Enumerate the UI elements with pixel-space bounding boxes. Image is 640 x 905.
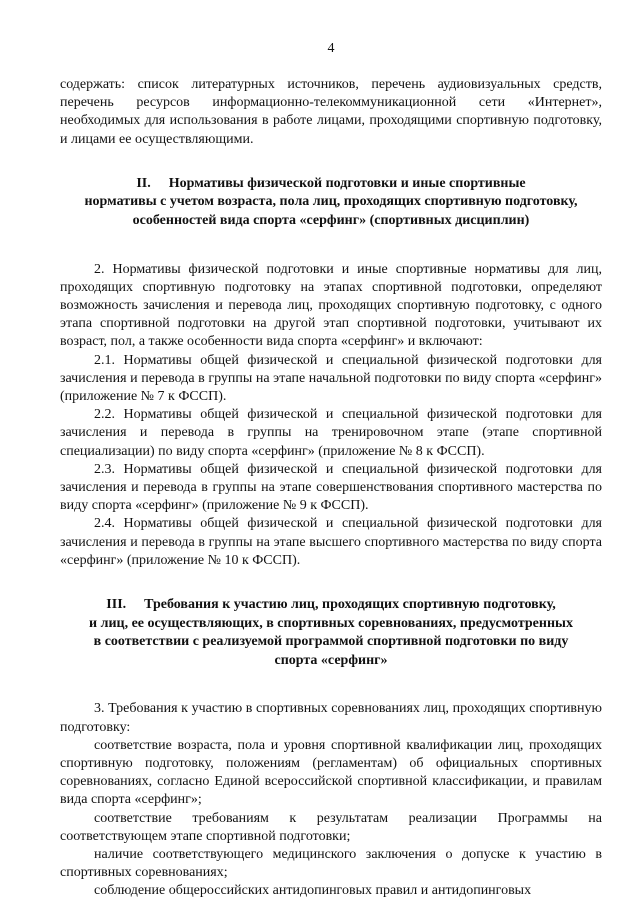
paragraph-2: 2. Нормативы физической подготовки и иные спортивные нормативы для лиц, проходящих спортивную подготовку на этапах спортивной подготовки, определяют возможность зачисления и перевода лиц, проходящих спортивную подготовку, с одного этапа спортивной подготовки на другой этап спортивной подготовки, учитывают их возраст, пол, а также особенности вида спорта «серфинг» и включают: xyxy=(60,261,602,350)
section-3-heading-line-2: и лиц, ее осуществляющих, в спортивных соревнованиях, предусмотренных xyxy=(89,615,573,631)
document-page xyxy=(60,40,602,901)
section-3-heading-line-4: спорта «серфинг» xyxy=(274,652,388,668)
page-number: 4 xyxy=(327,41,335,56)
paragraph-3: 3. Требования к участию в спортивных соревнованиях лиц, проходящих спортивную подготовку: xyxy=(60,701,602,735)
paragraph-2-2: 2.2. Нормативы общей физической и специальной физической подготовки для зачисления и перевода в группы на тренировочном этапе (этапе спортивной специализации) по виду спорта «серфинг» (приложение № 8 к ФССП). xyxy=(60,407,602,459)
section-2-heading-line-2: нормативы с учетом возраста, пола лиц, проходящих спортивную подготовку, xyxy=(84,194,578,210)
section-2-heading xyxy=(60,175,602,231)
paragraph-2-4: 2.4. Нормативы общей физической и специальной физической подготовки для зачисления и перевода в группы на этапе высшего спортивного мастерства по виду спорта «серфинг» (приложение № 10 к ФССП). xyxy=(60,516,602,568)
section-2-heading-text-1: Нормативы физической подготовки и иные спортивные xyxy=(168,175,526,191)
requirement-program-results: соответствие требованиям к результатам реализации Программы на соответствующем этапе спортивной подготовки; xyxy=(60,810,602,844)
section-3-heading-line-3: в соответствии с реализуемой программой спортивной подготовки по виду xyxy=(93,634,569,650)
paragraph-2-3: 2.3. Нормативы общей физической и специальной физической подготовки для зачисления и перевода в группы на этапе совершенствования спортивного мастерства по виду спорта «серфинг» (приложение № 9 к ФССП). xyxy=(60,461,602,514)
requirement-anti-doping: соблюдение общероссийских антидопинговых правил и антидопинговых xyxy=(94,883,532,899)
section-2-number: II. xyxy=(136,175,151,191)
section-3-heading-line-1 xyxy=(60,596,602,615)
section-3-number: III. xyxy=(106,597,127,613)
section-2-heading-line-3: особенностей вида спорта «серфинг» (спортивных дисциплин) xyxy=(132,213,530,228)
requirement-age-sex-qualification: соответствие возраста, пола и уровня спортивной квалификации лиц, проходящих спортивную подготовку, положениям (регламентам) об официальных спортивных соревнованиях, согласно Единой всероссийской спортивной классификации, и правилам вида спорта «серфинг»; xyxy=(60,737,602,808)
requirement-medical-clearance: наличие соответствующего медицинского заключения о допуске к участию в спортивных соревнованиях; xyxy=(60,847,602,881)
section-2-heading-line-1 xyxy=(60,175,602,194)
section-3-heading-text-1: Требования к участию лиц, проходящих спортивную подготовку, xyxy=(144,597,556,613)
intro-paragraph: содержать: список литературных источников, перечень аудиовизуальных средств, перечень ресурсов информационно-телекоммуникационной сети «Интернет», необходимых для использования в работе лицами, проходящими спортивную подготовку, и лицами ее осуществляющими. xyxy=(60,77,602,147)
section-3-heading xyxy=(60,596,602,670)
paragraph-2-1: 2.1. Нормативы общей физической и специальной физической подготовки для зачисления и перевода в группы на этапе начальной подготовки по виду спорта «серфинг» (приложение № 7 к ФССП). xyxy=(60,352,602,405)
